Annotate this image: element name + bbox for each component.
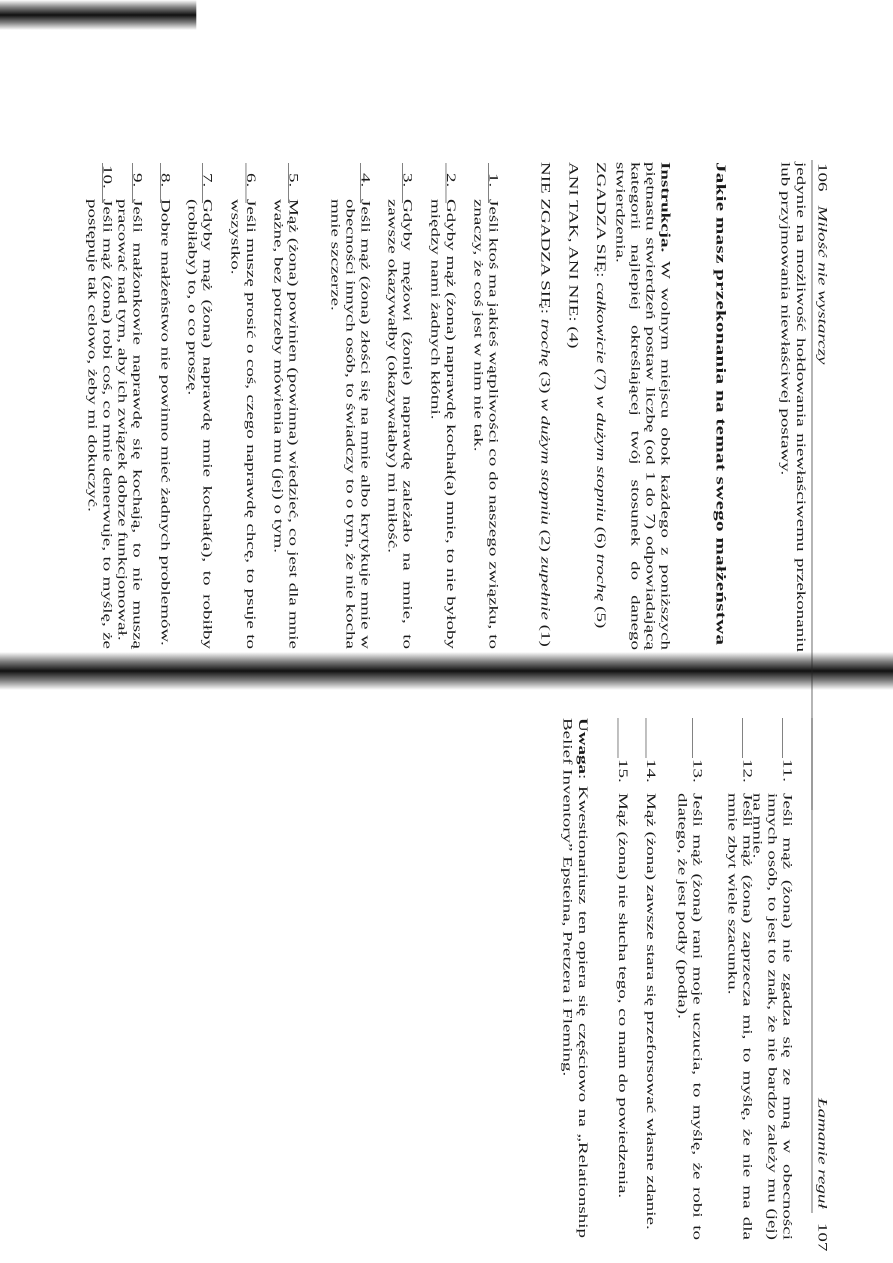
scale-label: ZGADZA SIĘ: xyxy=(593,162,608,283)
scale-value: (7) xyxy=(593,363,608,396)
answer-blank-field[interactable] xyxy=(618,718,619,758)
instruction-label: Instrukcja. xyxy=(658,162,673,253)
statement-item xyxy=(428,173,458,649)
statement-number: 4. xyxy=(358,173,373,188)
statement-item xyxy=(643,759,658,1240)
statement-item xyxy=(470,173,501,649)
statement-item xyxy=(157,173,173,649)
statement-text: Mąż (żona) nie słucha tego, co mam do powiedzenia. xyxy=(615,793,630,1199)
scale-neutral: ANI TAK, ANI NIE: (4) xyxy=(566,162,581,349)
statement-item xyxy=(615,759,630,1240)
section-heading: Jakie masz przekonania na temat swego małżeństwa xyxy=(712,162,729,646)
scale-value: (3) xyxy=(538,366,553,399)
answer-blank-field[interactable] xyxy=(742,718,743,758)
statement-number: 12. xyxy=(740,759,755,783)
statement-text: Gdyby mąż (żona) naprawdę mnie kochał(a), to robiłby (robiłaby) to, o co proszę. xyxy=(185,199,215,649)
statement-number: 5. xyxy=(286,173,301,188)
statement-text: Mąż (żona) zawsze stara się przeforsować własne zdanie. xyxy=(643,793,658,1230)
scale-value: (2) xyxy=(538,524,553,557)
statement-number: 7. xyxy=(200,173,215,188)
statement-number: 1. xyxy=(486,173,501,188)
intro-line: jedynie na możliwość hołdowania niewłaściwemu przekonaniu xyxy=(793,162,808,652)
answer-blank-field[interactable] xyxy=(692,718,693,758)
statement-text: Dobre małżeństwo nie powinno mieć żadnych problemów. xyxy=(158,199,173,646)
statement-number: 2. xyxy=(443,173,458,188)
statement-item xyxy=(384,173,415,649)
scale-option: całkowicie xyxy=(593,282,608,364)
scale-value: (1) xyxy=(538,619,553,647)
statement-item xyxy=(674,759,705,1240)
statement-item xyxy=(184,173,215,649)
instruction-paragraph xyxy=(612,162,672,650)
answer-blank-field[interactable] xyxy=(646,718,647,758)
statement-item xyxy=(327,173,373,649)
book-binding-shadow xyxy=(0,652,893,690)
statement-number: 9. xyxy=(130,173,145,188)
running-title: Łamanie reguł xyxy=(814,1098,829,1209)
header-rule xyxy=(812,160,813,810)
instruction-text: W wolnym miejscu obok każdego z poniższych piętnastu stwierdzeń postaw liczbę (od 1 do 7) odpowiadającą kategorii najlepiej określającej twój stosunek do danego stwierdzenia. xyxy=(613,162,673,650)
statement-text: Gdyby mężowi (żonie) naprawdę zależało na mnie, to zawsze okazywałby (okazywałaby) mi miłość. xyxy=(385,199,415,649)
statement-number: 10. xyxy=(100,165,115,189)
statement-number: 3. xyxy=(400,173,415,188)
scale-agree xyxy=(593,162,608,628)
statement-number: 8. xyxy=(158,173,173,188)
scale-label: NIE ZGADZA SIĘ: xyxy=(538,162,553,319)
statement-text: Jeśli mąż (żona) zaprzecza mi, to myślę, że nie ma dla mnie zbyt wiele szacunku. xyxy=(725,793,755,1240)
statement-text: Jeśli muszę prosić o coś, czego naprawdę chcę, to psuje to wszystko. xyxy=(228,199,258,649)
page-number: 107 xyxy=(814,1222,829,1252)
statement-number: 15. xyxy=(615,759,630,783)
note-text: : Kwestionariusz ten opiera się częściowo na „Relationship Belief Inventory” Epsteina, Pretzera i Fleming. xyxy=(560,718,590,1238)
statement-number: 11. xyxy=(780,759,795,783)
scale-disagree xyxy=(537,162,552,647)
statement-number: 6. xyxy=(243,173,258,188)
statement-text: Jeśli mąż (żona) rani moje uczucia, to myślę, że robi to dlatego, że jest podły (podła). xyxy=(675,793,705,1240)
statement-item xyxy=(749,759,795,1240)
scale-option: trochę xyxy=(593,553,608,602)
scale-value: (6) xyxy=(593,521,608,554)
statement-item xyxy=(228,173,258,649)
scale-option: w dużym stopniu xyxy=(593,395,608,522)
scale-option: zupełnie xyxy=(538,556,553,620)
scale-option: trochę xyxy=(538,318,553,367)
note-paragraph xyxy=(560,718,590,1238)
page-header xyxy=(814,163,829,364)
scan-edge-shadow xyxy=(0,0,196,30)
statement-text: Jeśli małżonkowie naprawdę się kochają, to nie muszą pracować nad tym, aby ich związek dobrze funkcjonował. xyxy=(115,199,145,649)
statement-text: Mąż (żona) powinien (powinna) wiedzieć, co jest dla mnie ważne, bez potrzeby mówienia mu (jej) o tym. xyxy=(271,199,301,649)
running-title: Miłość nie wystarczy xyxy=(814,205,829,365)
page-number: 106 xyxy=(814,163,829,192)
statement-text: Jeśli ktoś ma jakieś wątpliwości co do naszego związku, to znaczy, że coś jest w nim nie tak. xyxy=(471,199,501,649)
header-rule xyxy=(812,718,813,1213)
intro-line: lub przyjmowania niewłaściwej postawy. xyxy=(778,162,793,476)
statement-text: Jeśli mąż (żona) nie zgadza się ze mną w obecności innych osób, to jest to znak, że nie bardzo zależy mu (jej) na mnie. xyxy=(750,793,795,1240)
scale-value: (5) xyxy=(593,601,608,629)
statement-text: Jeśli mąż (żona) robi coś, co mnie denerwuje, to myślę, że postępuje tak celowo, żeby mi dokuczyć. xyxy=(85,199,115,649)
statement-item xyxy=(724,759,755,1240)
answer-blank-field[interactable] xyxy=(782,718,783,758)
statement-number: 13. xyxy=(690,759,705,783)
statement-text: Gdyby mąż (żona) naprawdę kochał(a) mnie, to nie byłoby między nami żadnych kłótni. xyxy=(428,199,458,649)
statement-item xyxy=(84,165,115,649)
scale-option: w dużym stopniu xyxy=(538,398,553,525)
note-label: Uwaga xyxy=(575,718,590,774)
statement-item xyxy=(270,173,301,649)
statement-text: Jeśli mąż (żona) złości się na mnie albo krytykuje mnie w obecności innych osób, to świadczy to o tym, że nie kocha mnie szczerze. xyxy=(328,199,373,649)
page-header xyxy=(814,1098,829,1251)
statement-item xyxy=(114,173,145,649)
statement-number: 14. xyxy=(643,759,658,783)
